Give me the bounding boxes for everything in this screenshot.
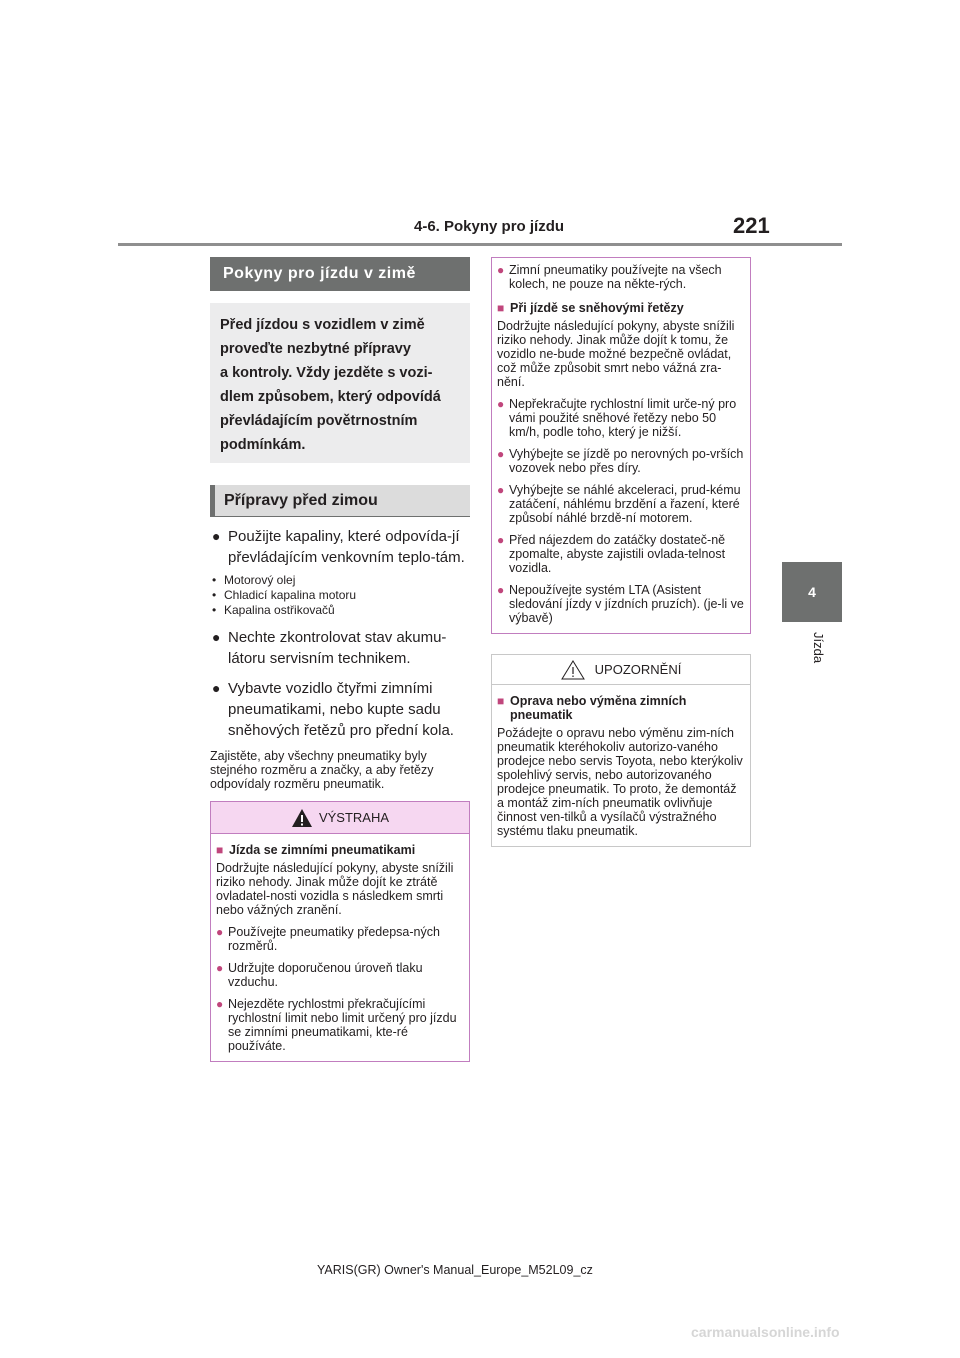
bullet-dot-icon: ● — [212, 629, 221, 645]
circle-bullet-icon: ● — [497, 583, 505, 597]
intro-line: převládajícím povětrnostním — [220, 413, 418, 429]
page-number: 221 — [733, 213, 770, 238]
sub-list — [210, 573, 470, 618]
intro-line: Před jízdou s vozidlem v zimě — [220, 317, 425, 333]
square-bullet-icon: ■ — [497, 301, 505, 315]
warning-triangle-icon — [291, 808, 313, 828]
caution-body — [492, 685, 750, 846]
warning-title: ■ Jízda se zimními pneumatikami — [216, 843, 416, 857]
watermark: carmanualsonline.info — [691, 1324, 840, 1340]
circle-bullet-icon: ● — [497, 533, 505, 547]
bullet-dot-icon: ● — [212, 680, 221, 696]
chains-text: Dodržujte následující pokyny, abyste snížili riziko nehody. Jinak může dojít k tomu, že vozidlo ne-bude možné bezpečně ovládat, což může způsobit smrt nebo vážná zra-nění. — [497, 319, 735, 389]
main-heading: Pokyny pro jízdu v zimě — [210, 257, 470, 291]
chains-item: ● Vyhýbejte se náhlé akceleraci, prud-kému zatáčení, náhlému brzdění a řazení, které způsobí náhlé brzdě-ní motorem. — [497, 483, 741, 525]
notice-item: ● Zimní pneumatiky používejte na všech kolech, ne pouze na někte-rých. — [497, 263, 722, 291]
bullet-text: Použijte kapaliny, které odpovída-jí převládajícím venkovním teplo-tám. — [228, 528, 465, 566]
circle-bullet-icon: ● — [497, 397, 505, 411]
bullet-item — [210, 678, 470, 741]
sub-list-item: • Motorový olej — [212, 573, 296, 587]
bullet-item — [210, 627, 470, 669]
warning-continued-box — [491, 257, 751, 634]
circle-bullet-icon: ● — [497, 483, 505, 497]
bullet-item — [210, 526, 470, 568]
tire-note: Zajistěte, aby všechny pneumatiky byly stejného rozměru a značky, a aby řetězy odpovídaly rozměru pneumatik. — [210, 749, 434, 791]
warning-box — [210, 801, 470, 1062]
circle-bullet-icon: ● — [216, 997, 224, 1011]
circle-bullet-icon: ● — [216, 961, 224, 975]
warning-item: ● Nejezděte rychlostmi překračujícími rychlostní limit nebo limit určený pro jízdu se zimními pneumatikami, kte-ré používáte. — [216, 997, 457, 1053]
warning-item: ● Udržujte doporučenou úroveň tlaku vzduchu. — [216, 961, 423, 989]
footer-text: YARIS(GR) Owner's Manual_Europe_M52L09_cz — [317, 1263, 593, 1277]
chains-item: ● Nepřekračujte rychlostní limit urče-ný pro vámi použité sněhové řetězy nebo 50 km/h, podle toho, který je nižší. — [497, 397, 737, 439]
circle-bullet-icon: ● — [497, 263, 505, 277]
intro-line: proveďte nezbytné přípravy — [220, 341, 411, 357]
sub-list-item: • Chladicí kapalina motoru — [212, 588, 357, 602]
caution-triangle-icon — [561, 660, 585, 680]
chains-item: ● Nepoužívejte systém LTA (Asistent sledování jízdy v jízdních pruzích). (je-li ve výbavě) — [497, 583, 744, 625]
intro-line: a kontroly. Vždy jezděte s vozi- — [220, 365, 433, 381]
square-bullet-icon: ■ — [497, 694, 505, 708]
warning-label: VÝSTRAHA — [318, 810, 390, 825]
section-title: 4-6. Pokyny pro jízdu — [414, 218, 565, 235]
warning-item: ● Používejte pneumatiky předepsa-ných rozměrů. — [216, 925, 440, 953]
sub-list-item: • Kapalina ostřikovačů — [212, 603, 335, 617]
bullet-dot-icon: ● — [212, 528, 221, 544]
chains-title: ■ Při jízdě se sněhovými řetězy — [497, 301, 684, 315]
warning-body — [211, 834, 469, 1061]
caution-box — [491, 654, 751, 847]
chapter-label: Jízda — [811, 632, 826, 664]
caution-header — [492, 655, 750, 685]
caution-text: Požádejte o opravu nebo výměnu zim-ních pneumatik kteréhokoliv autorizo-vaného prodejce nebo servis Toyota, nebo kterýkoliv spolehlivý servis, nebo autorizovaného prodejce pneumatik. To proto, že demontáž a montáž zim-ních pneumatik ovlivňuje činnost ven-tilků a vysílačů výstražného systému tlaku pneumatik. — [497, 726, 743, 838]
intro-line: dlem způsobem, který odpovídá — [220, 389, 441, 405]
warning-header — [211, 802, 469, 834]
circle-bullet-icon: ● — [216, 925, 224, 939]
chains-item: ● Před nájezdem do zatáčky dostateč-ně zpomalte, abyste zajistili ovlada-telnost vozidla. — [497, 533, 726, 575]
intro-line: podmínkám. — [220, 437, 306, 453]
chapter-tab[interactable]: 4 — [782, 562, 842, 622]
left-column — [210, 257, 470, 1062]
intro-box — [210, 303, 470, 463]
bullet-text: Nechte zkontrolovat stav akumu-látoru servisním technikem. — [228, 629, 447, 667]
sub-heading: Přípravy před zimou — [210, 485, 470, 517]
caution-title: ■ Oprava nebo výměna zimních pneumatik — [497, 694, 687, 722]
right-column — [491, 257, 751, 847]
caution-label: UPOZORNĚNÍ — [594, 662, 682, 677]
bullet-text: Vybavte vozidlo čtyřmi zimními pneumatikami, nebo kupte sadu sněhových řetězů pro přední kola. — [228, 680, 454, 739]
square-bullet-icon: ■ — [216, 843, 224, 857]
chains-item: ● Vyhýbejte se jízdě po nerovných po-vrších vozovek nebo přes díry. — [497, 447, 744, 475]
warning-text: Dodržujte následující pokyny, abyste snížili riziko nehody. Jinak může dojít ke ztrátě ovladatel-nosti vozidla s následkem smrti nebo vážných zranění. — [216, 861, 454, 917]
header-divider — [118, 243, 842, 246]
circle-bullet-icon: ● — [497, 447, 505, 461]
